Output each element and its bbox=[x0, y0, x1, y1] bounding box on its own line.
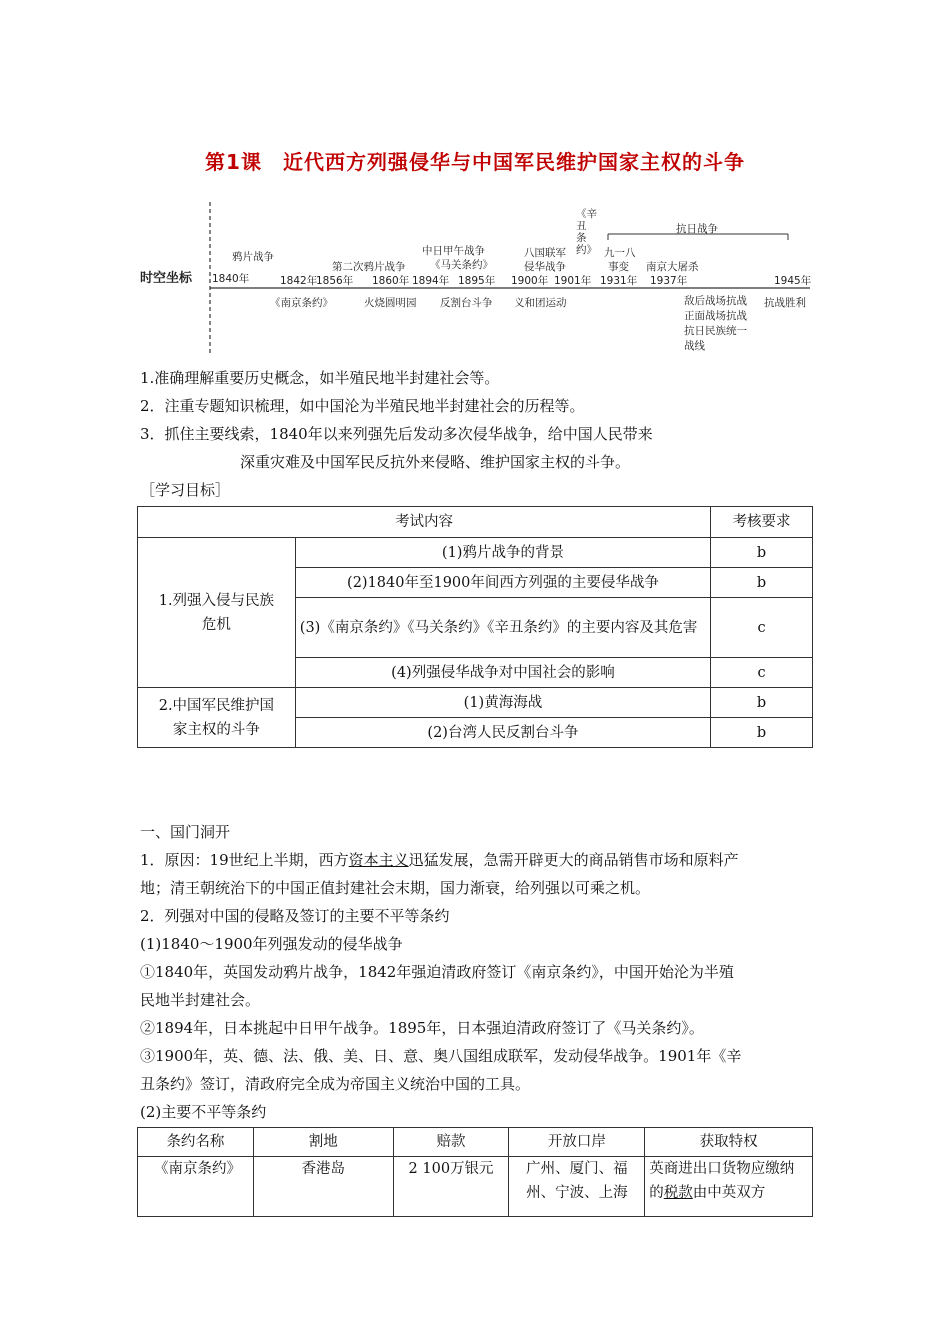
body-paragraph: ①1840年，英国发动鸦片战争，1842年强迫清政府签订《南京条约》，中国开始沦为半殖 bbox=[140, 963, 734, 981]
body-paragraph: 民地半封建社会。 bbox=[140, 991, 261, 1009]
event-label: 《马关条约》 bbox=[430, 259, 493, 271]
event-label: 《辛丑条约》 bbox=[576, 208, 597, 256]
intro-line: 深重灾难及中国军民反抗外来侵略、维护国家主权的斗争。 bbox=[240, 453, 631, 471]
year-label: 1894年 bbox=[412, 275, 450, 287]
event-label: 正面战场抗战 bbox=[684, 310, 747, 322]
body-paragraph: ③1900年，英、德、法、俄、美、日、意、奥八国组成联军，发动侵华战争。1901年《辛 bbox=[140, 1047, 742, 1065]
event-label: 事变 bbox=[608, 261, 629, 273]
timeline bbox=[140, 196, 820, 358]
objective-item: (2)1840年至1900年间西方列强的主要侵华战争 bbox=[295, 568, 710, 598]
treaty-name: 《南京条约》 bbox=[138, 1157, 254, 1217]
year-label: 1860年 bbox=[372, 275, 410, 287]
event-label: 义和团运动 bbox=[514, 297, 567, 309]
objective-requirement: b bbox=[711, 538, 813, 568]
text-run: 迅猛发展，急需开辟更大的商品销售市场和原料产 bbox=[408, 851, 739, 869]
year-label: 1842年 bbox=[280, 275, 318, 287]
column-header: 条约名称 bbox=[138, 1128, 254, 1157]
header-content: 考试内容 bbox=[138, 507, 711, 538]
event-label: 抗日民族统一 bbox=[684, 325, 747, 337]
body-paragraph bbox=[140, 850, 739, 870]
objective-item: (2)台湾人民反割台斗争 bbox=[295, 718, 710, 748]
column-header: 获取特权 bbox=[645, 1128, 813, 1157]
objective-requirement: b bbox=[711, 568, 813, 598]
header-requirement: 考核要求 bbox=[711, 507, 813, 538]
year-label: 1937年 bbox=[650, 275, 688, 287]
event-label: 火烧圆明园 bbox=[364, 297, 417, 309]
event-label: 南京大屠杀 bbox=[646, 261, 699, 273]
text-run: 英商进出口货物应缴纳的 bbox=[649, 1161, 795, 1201]
objective-item: (1)黄海海战 bbox=[295, 688, 710, 718]
year-label: 1901年 bbox=[554, 275, 592, 287]
section-heading: 一、国门洞开 bbox=[140, 823, 231, 841]
event-label: 九一八 bbox=[604, 247, 636, 259]
treaty-ports: 广州、厦门、福州、宁波、上海 bbox=[509, 1157, 645, 1217]
event-label: 侵华战争 bbox=[524, 261, 566, 273]
treaty-indemnity: 2 100万银元 bbox=[393, 1157, 509, 1217]
objective-requirement: b bbox=[711, 688, 813, 718]
body-paragraph: ②1894年，日本挑起中日甲午战争。1895年，日本强迫清政府签订了《马关条约》。 bbox=[140, 1019, 704, 1037]
body-paragraph: (2)主要不平等条约 bbox=[140, 1103, 267, 1121]
year-label: 1945年 bbox=[774, 275, 812, 287]
event-label: 鸦片战争 bbox=[232, 251, 274, 263]
event-label: 抗战胜利 bbox=[764, 297, 806, 309]
column-header: 割地 bbox=[253, 1128, 393, 1157]
objective-item: (4)列强侵华战争对中国社会的影响 bbox=[295, 658, 710, 688]
underlined-term: 税款 bbox=[663, 1185, 693, 1201]
body-paragraph: 丑条约》签订，清政府完全成为帝国主义统治中国的工具。 bbox=[140, 1075, 531, 1093]
intro-line: 3．抓住主要线索，1840年以来列强先后发动多次侵华战争，给中国人民带来 bbox=[140, 425, 653, 443]
event-label: 第二次鸦片战争 bbox=[332, 261, 406, 273]
text-run: 1．原因：19世纪上半期，西方 bbox=[140, 851, 349, 869]
objectives-label: ［学习目标］ bbox=[140, 481, 231, 499]
treaty-privileges bbox=[645, 1157, 813, 1217]
event-label: 《南京条约》 bbox=[270, 297, 333, 309]
column-header: 开放口岸 bbox=[509, 1128, 645, 1157]
column-header: 赔款 bbox=[393, 1128, 509, 1157]
event-label: 敌后战场抗战 bbox=[684, 295, 747, 307]
intro-line: 1.准确理解重要历史概念，如半殖民地半封建社会等。 bbox=[140, 369, 500, 387]
text-run: 由中英双方 bbox=[692, 1185, 766, 1201]
page-title: 第1课 近代西方列强侵华与中国军民维护国家主权的斗争 bbox=[205, 150, 745, 174]
objectives-table bbox=[137, 506, 813, 748]
body-paragraph: 地；清王朝统治下的中国正值封建社会末期，国力渐衰，给列强以可乘之机。 bbox=[140, 879, 651, 897]
event-label: 八国联军 bbox=[524, 247, 566, 259]
treaty-table bbox=[137, 1127, 813, 1217]
event-label: 反割台斗争 bbox=[440, 297, 493, 309]
year-label: 1895年 bbox=[458, 275, 496, 287]
group-label: 1.列强入侵与民族危机 bbox=[138, 538, 296, 688]
objective-requirement: b bbox=[711, 718, 813, 748]
treaty-land: 香港岛 bbox=[253, 1157, 393, 1217]
year-label: 1840年 bbox=[212, 273, 250, 285]
event-label: 战线 bbox=[684, 340, 705, 352]
year-label: 1856年 bbox=[316, 275, 354, 287]
objective-item: (1)鸦片战争的背景 bbox=[295, 538, 710, 568]
group-label: 2.中国军民维护国家主权的斗争 bbox=[138, 688, 296, 748]
event-label: 中日甲午战争 bbox=[422, 245, 485, 257]
intro-line: 2．注重专题知识梳理，如中国沦为半殖民地半封建社会的历程等。 bbox=[140, 397, 585, 415]
body-paragraph: 2．列强对中国的侵略及签订的主要不平等条约 bbox=[140, 907, 450, 925]
body-paragraph: (1)1840～1900年列强发动的侵华战争 bbox=[140, 935, 403, 953]
underlined-term: 资本主义 bbox=[348, 851, 409, 869]
objective-item: (3)《南京条约》《马关条约》《辛丑条约》的主要内容及其危害 bbox=[295, 598, 710, 658]
timeline-axis-title: 时空坐标 bbox=[140, 271, 193, 286]
year-label: 1900年 bbox=[511, 275, 549, 287]
objective-requirement: c bbox=[711, 598, 813, 658]
year-label: 1931年 bbox=[600, 275, 638, 287]
event-label: 抗日战争 bbox=[676, 223, 718, 235]
objective-requirement: c bbox=[711, 658, 813, 688]
